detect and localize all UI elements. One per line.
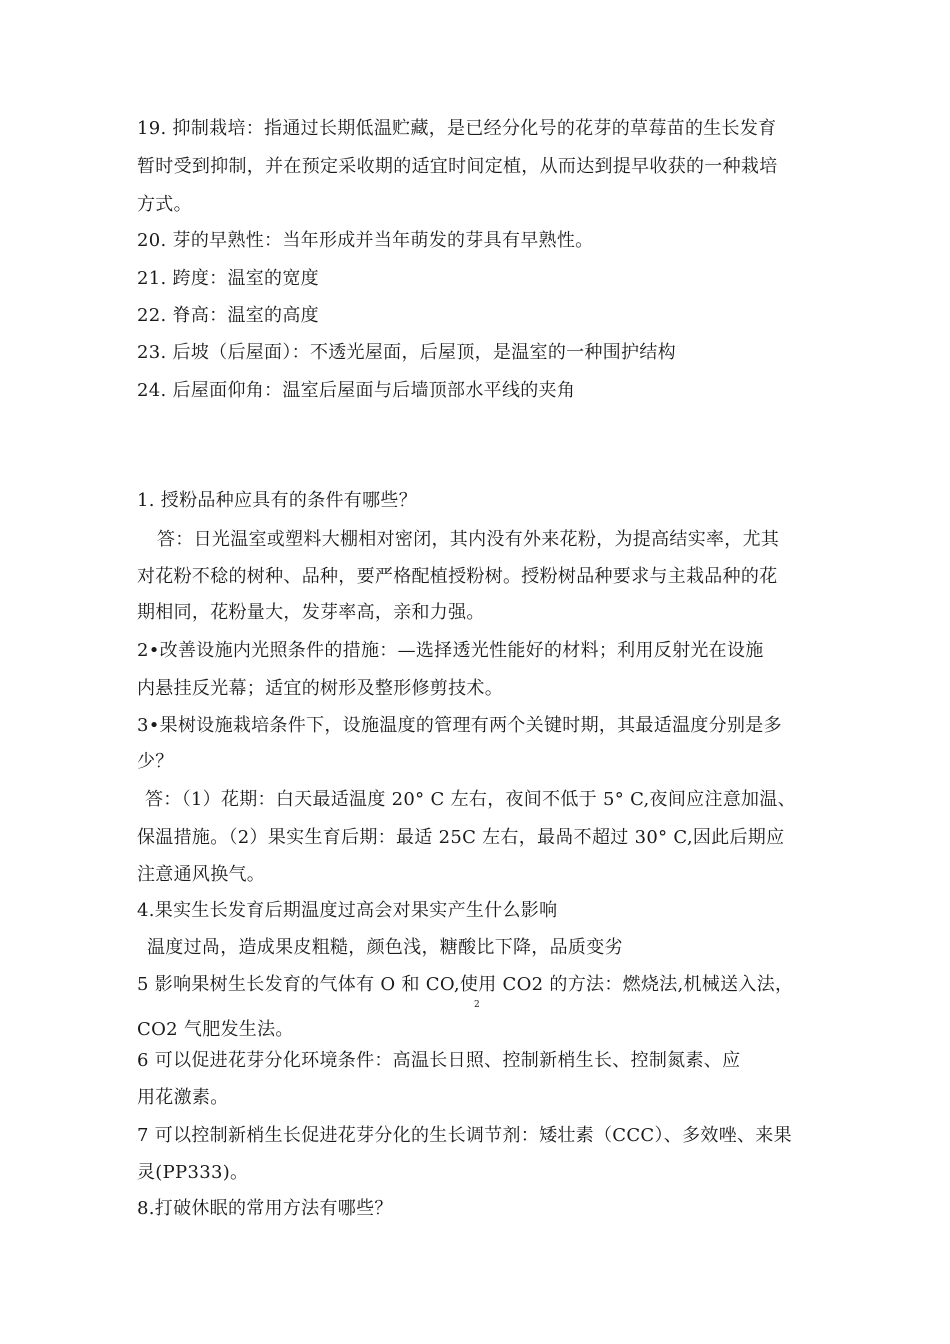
answer-3-line-2: 保温措施。（2）果实生育后期：最适 25C 左右，最咼不超过 30° C,因此后期应 (137, 827, 785, 848)
question-4: 4.果实生长发育后期温度过高会对果实产生什么影响 (137, 900, 558, 921)
question-3-line-1: 3•果树设施栽培条件下，设施温度的管理有两个关键时期，其最适温度分别是多 (137, 715, 782, 736)
question-1: 1. 授粉品种应具有的条件有哪些？ (137, 490, 417, 511)
definition-21: 21. 跨度：温室的宽度 (137, 268, 319, 289)
answer-3-line-3: 注意通风换气。 (137, 864, 266, 885)
definition-22: 22. 脊高：温室的高度 (137, 305, 319, 326)
question-2-line-2: 内悬挂反光幕；适宜的树形及整形修剪技术。 (137, 678, 503, 699)
question-3-line-2: 少？ (137, 751, 174, 772)
definition-19-line-3: 方式。 (137, 194, 192, 215)
question-5-line-1: 5 影响果树生长发育的气体有 O 和 CO,使用 CO2 的方法：燃烧法,机械送入法， (137, 974, 794, 995)
definition-23: 23. 后坡（后屋面）：不透光屋面，后屋顶，是温室的一种围护结构 (137, 342, 676, 363)
answer-4: 温度过咼，造成果皮粗糙，颜色浅，糖酸比下降，品质变劣 (147, 937, 623, 958)
question-5-line-2: CO2 气肥发生法。 (137, 1019, 294, 1040)
subscript-2: 2 (474, 1000, 480, 1010)
definition-20: 20. 芽的早熟性：当年形成并当年萌发的芽具有早熟性。 (137, 230, 594, 251)
question-6-line-2: 用花激素。 (137, 1087, 229, 1108)
answer-1-line-3: 期相同，花粉量大，发芽率高，亲和力强。 (137, 602, 485, 623)
question-8: 8.打破休眠的常用方法有哪些？ (137, 1198, 393, 1219)
answer-1-line-1: 答：日光温室或塑料大棚相对密闭，其内没有外来花粉，为提高结实率，尤其 (157, 529, 780, 550)
definition-19-line-1: 19. 抑制栽培：指通过长期低温贮藏，是已经分化号的花芽的草莓苗的生长发育 (137, 118, 777, 139)
definition-24: 24. 后屋面仰角：温室后屋面与后墙顶部水平线的夹角 (137, 380, 576, 401)
answer-3-line-1: 答：（1）花期：白天最适温度 20° C 左右，夜间不低于 5° C,夜间应注意加温、 (145, 789, 796, 810)
question-7-line-1: 7 可以控制新梢生长促进花芽分化的生长调节剂：矮壮素（CCC）、多效唑、来果 (137, 1125, 792, 1146)
definition-19-line-2: 暂时受到抑制，并在预定采收期的适宜时间定植，从而达到提早收获的一种栽培 (137, 156, 778, 177)
question-7-line-2: 灵(PP333)。 (137, 1162, 249, 1183)
answer-1-line-2: 对花粉不稔的树种、品种，要严格配植授粉树。授粉树品种要求与主栽品种的花 (137, 566, 778, 587)
question-2-line-1: 2•改善设施内光照条件的措施：—选择透光性能好的材料；利用反射光在设施 (137, 640, 764, 661)
question-6-line-1: 6 可以促进花芽分化环境条件：高温长日照、控制新梢生长、控制氮素、应 (137, 1050, 741, 1071)
